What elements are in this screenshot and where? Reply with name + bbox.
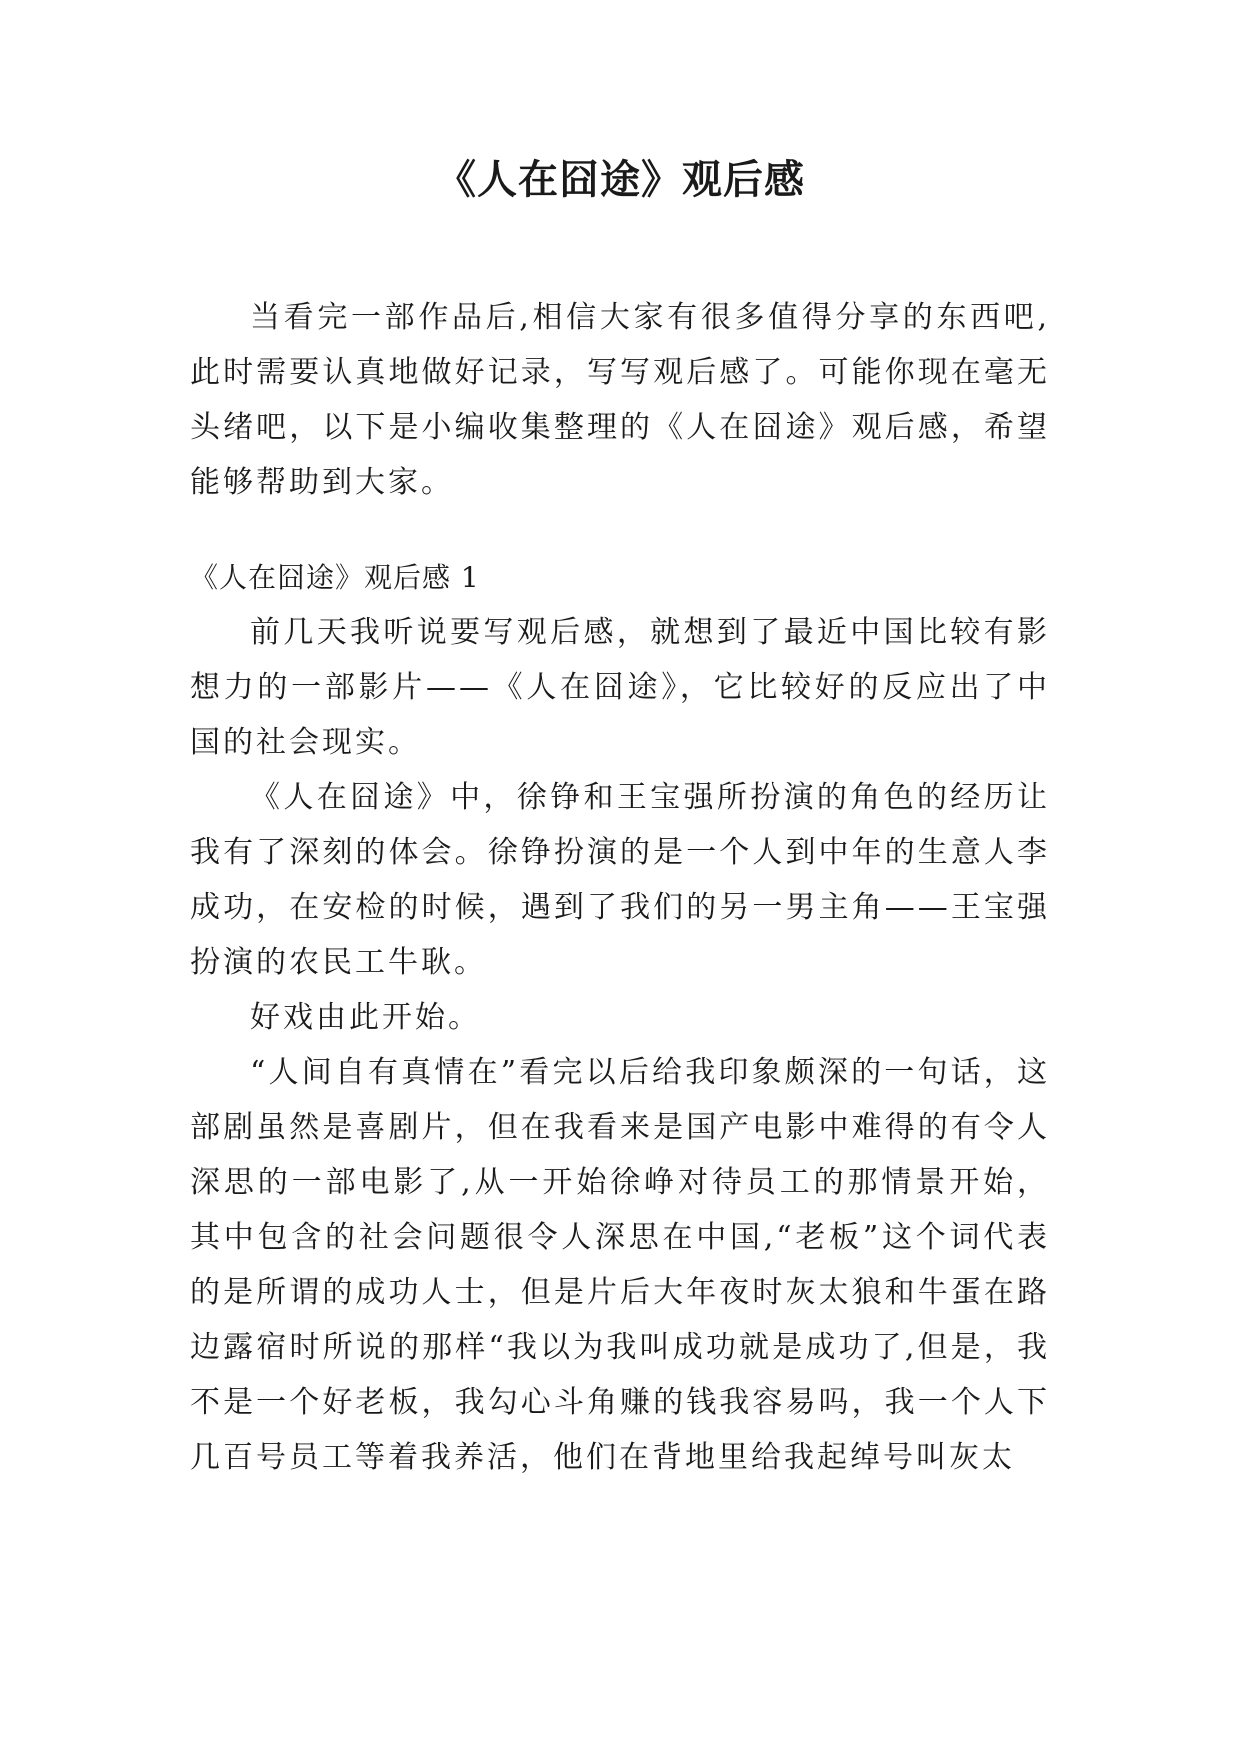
- body-paragraph-4: “人间自有真情在”看完以后给我印象颇深的一句话，这部剧虽然是喜剧片，但在我看来是国产电影中难得的有令人深思的一部电影了,从一开始徐峥对待员工的那情景开始，其中包含的社会问题很令人深思在中国,“老板”这个词代表的是所谓的成功人士，但是片后大年夜时灰太狼和牛蛋在路边露宿时所说的那样“我以为我叫成功就是成功了,但是，我不是一个好老板，我勾心斗角赚的钱我容易吗，我一个人下几百号员工等着我养活，他们在背地里给我起绰号叫灰太: [190, 1055, 1050, 1475]
- section-heading: 《人在囧途》观后感 1: [190, 561, 480, 594]
- body-paragraph-3: 好戏由此开始。: [250, 1000, 481, 1035]
- intro-paragraph: 当看完一部作品后,相信大家有很多值得分享的东西吧,此时需要认真地做好记录，写写观后感了。可能你现在毫无头绪吧，以下是小编收集整理的《人在囧途》观后感，希望能够帮助到大家。: [190, 300, 1050, 500]
- body-paragraph-2: 《人在囧途》中，徐铮和王宝强所扮演的角色的经历让我有了深刻的体会。徐铮扮演的是一个人到中年的生意人李成功，在安检的时候，遇到了我们的另一男主角——王宝强扮演的农民工牛耿。: [190, 780, 1050, 980]
- document-title: 《人在囧途》观后感: [436, 156, 805, 203]
- body-paragraph-1: 前几天我听说要写观后感，就想到了最近中国比较有影想力的一部影片——《人在囧途》，它比较好的反应出了中国的社会现实。: [190, 615, 1050, 760]
- document-body: [190, 290, 1050, 1485]
